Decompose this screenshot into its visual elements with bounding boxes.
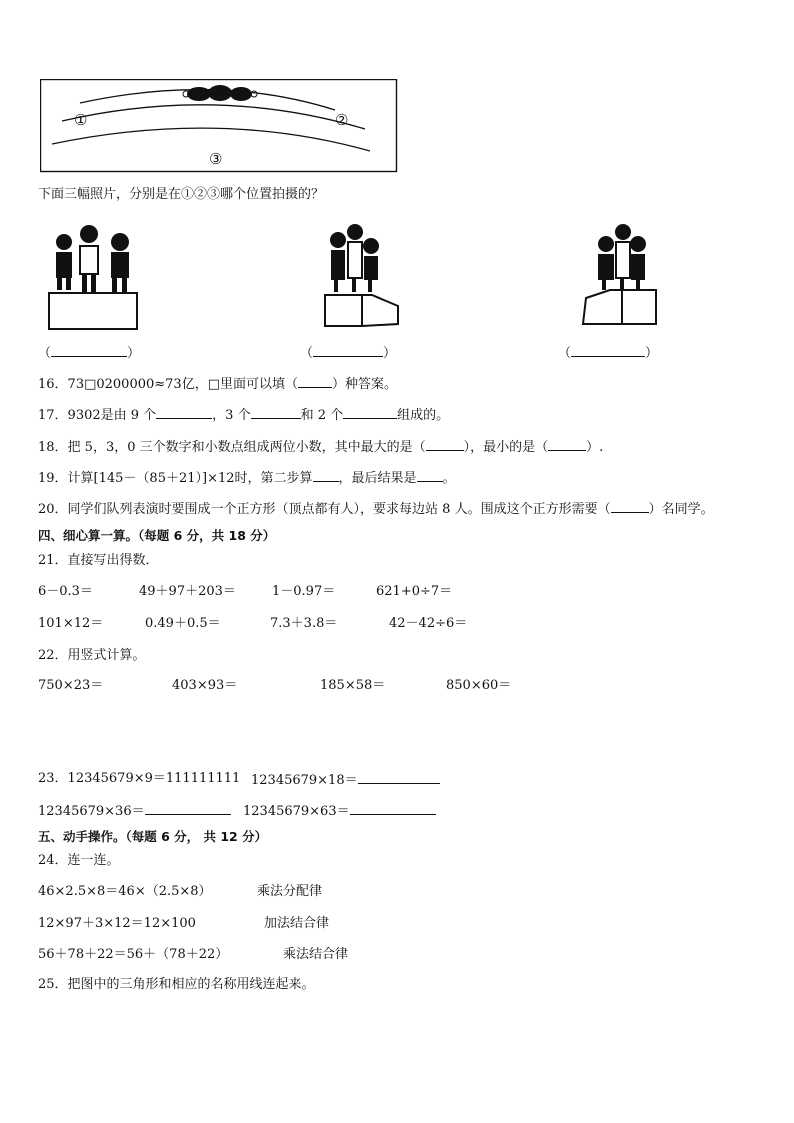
question-20: 20．同学们队列表演时要围成一个正方形（顶点都有人），要求每边站 8 人。围成这个正方形需要（ ）名同学。 (38, 502, 714, 517)
q24-right-item[interactable]: 乘法分配律 (257, 884, 323, 899)
q17-blank-1[interactable] (156, 406, 212, 419)
q24-left-item[interactable]: 46×2.5×8＝46×（2.5×8） (38, 884, 212, 899)
q15-prompt: 下面三幅照片，分别是在①②③哪个位置拍摄的？ (38, 187, 325, 202)
q24-left-item[interactable]: 56＋78＋22＝56＋（78＋22） (38, 947, 229, 962)
q23-blank-2[interactable] (145, 802, 231, 815)
q21-item: 621+0÷7＝ (376, 584, 453, 599)
q15-answer-1[interactable]: （ ） (38, 346, 141, 361)
question-23: 23．12345679×9＝111111111 (38, 771, 241, 786)
q19-blank-1[interactable] (313, 469, 339, 482)
q22-item: 750×23＝ (38, 678, 104, 693)
q22-item: 850×60＝ (446, 678, 512, 693)
q21-item: 49＋97＋203＝ (139, 584, 236, 599)
q21-item: 101×12＝ (38, 616, 104, 631)
q21-item: 6－0.3＝ (38, 584, 93, 599)
q22-item: 403×93＝ (172, 678, 238, 693)
q24-left-item[interactable]: 12×97＋3×12＝12×100 (38, 916, 196, 931)
arc-label-3: ③ (209, 150, 223, 168)
question-16: 16．73□0200000≈73亿，□里面可以填（ ）种答案。 (38, 377, 398, 392)
q16-blank[interactable] (298, 375, 332, 388)
q17-blank-2[interactable] (251, 406, 301, 419)
photo-1 (44, 216, 140, 332)
question-19: 19．计算[145－（85＋21）]×12时，第二步算 ，最后结果是 。 (38, 471, 456, 486)
question-17: 17．9302是由 9 个 ，3 个 和 2 个 组成的。 (38, 408, 450, 423)
question-18: 18．把 5，3，0 三个数字和小数点组成两位小数，其中最大的是（ ），最小的是（ ）. (38, 440, 604, 455)
photo-3 (580, 216, 662, 330)
q23-item-2: 12345679×36＝ (38, 802, 231, 820)
q18-blank-1[interactable] (426, 438, 464, 451)
arc-label-1: ① (74, 111, 88, 129)
q23-item-3: 12345679×63＝ (243, 802, 436, 820)
q22-item: 185×58＝ (320, 678, 386, 693)
q23-item-1: 12345679×18＝ (251, 771, 440, 789)
question-22: 22．用竖式计算。 (38, 648, 146, 663)
question-21: 21．直接写出得数． (38, 553, 159, 568)
photo-2 (322, 220, 402, 332)
q20-blank[interactable] (611, 500, 649, 513)
arc-label-2: ② (335, 111, 349, 129)
q21-item: 1－0.97＝ (272, 584, 336, 599)
q15-answer-2[interactable]: （ ） (300, 346, 397, 361)
section-4-title: 四、细心算一算。（每题 6 分，共 18 分） (38, 528, 276, 543)
q21-item: 7.3＋3.8＝ (270, 616, 338, 631)
q18-blank-2[interactable] (548, 438, 586, 451)
q17-blank-3[interactable] (343, 406, 397, 419)
q24-right-item[interactable]: 乘法结合律 (283, 947, 349, 962)
q19-blank-2[interactable] (417, 469, 443, 482)
question-25: 25．把图中的三角形和相应的名称用线连起来。 (38, 977, 315, 992)
q21-item: 42－42÷6＝ (389, 616, 468, 631)
section-5-title: 五、动手操作。（每题 6 分， 共 12 分） (38, 829, 268, 844)
q24-right-item[interactable]: 加法结合律 (264, 916, 330, 931)
question-24: 24．连一连。 (38, 853, 120, 868)
q15-answer-3[interactable]: （ ） (558, 346, 659, 361)
q23-blank-3[interactable] (350, 802, 436, 815)
q23-blank-1[interactable] (358, 771, 440, 784)
q21-item: 0.49＋0.5＝ (145, 616, 221, 631)
